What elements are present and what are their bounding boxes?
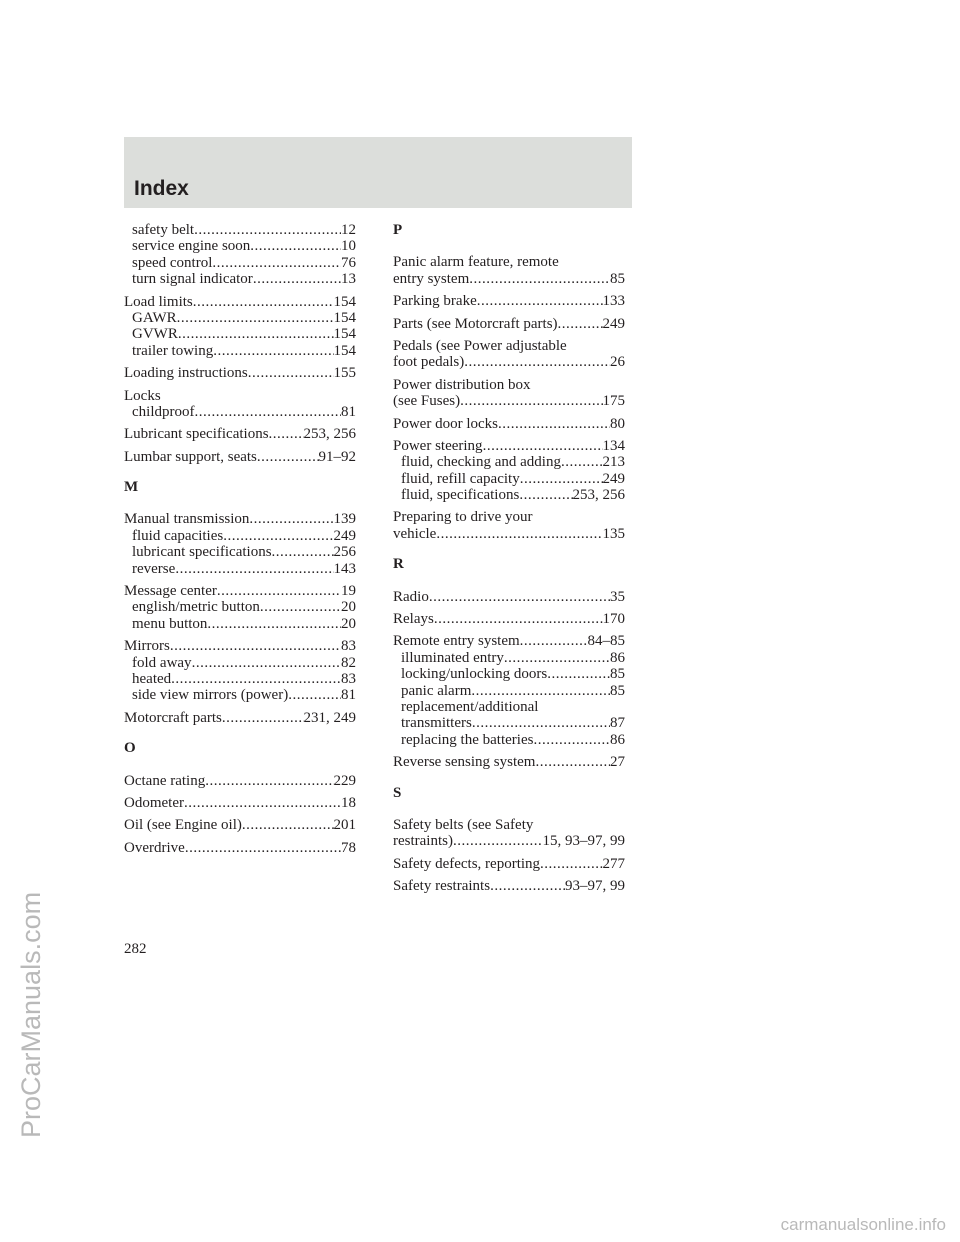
index-line: [393, 589, 625, 605]
entry-page: 249: [602, 315, 625, 332]
entry-page: 231, 249: [303, 709, 356, 726]
index-entry: [124, 365, 356, 381]
entry-page: 154: [333, 309, 356, 326]
entry-page: 80: [610, 415, 625, 432]
index-line: [393, 271, 625, 287]
index-subentry: [393, 454, 625, 470]
entry-text: Odometer: [124, 794, 184, 811]
index-subentry: [393, 666, 625, 682]
dot-leader: [205, 773, 333, 789]
entry-page: 86: [610, 649, 625, 666]
entry-text: Remote entry system: [393, 633, 520, 650]
entry-text: Octane rating: [124, 772, 206, 789]
entry-page: 18: [341, 794, 356, 811]
entry-page: 82: [341, 654, 356, 671]
index-line: [124, 511, 356, 527]
dot-leader: [170, 638, 341, 654]
index-entry: [393, 589, 625, 605]
entry-page: 134: [602, 437, 625, 454]
entry-page: 19: [341, 583, 356, 600]
index-entry: [393, 856, 625, 872]
section-letter: P: [393, 222, 403, 238]
dot-leader: [242, 817, 334, 833]
index-entry: [393, 338, 625, 371]
entry-page: 213: [602, 454, 625, 471]
index-entry: [124, 817, 356, 833]
dot-leader: [490, 878, 565, 894]
watermark-procarmanuals: ProCarManuals.com: [16, 891, 46, 1138]
entry-page: 83: [341, 638, 356, 655]
dot-leader: [253, 271, 341, 287]
index-line: [124, 710, 356, 726]
entry-page: 85: [610, 270, 625, 287]
entry-text: Mirrors: [124, 638, 170, 655]
index-entry: [124, 511, 356, 577]
dot-leader: [194, 404, 341, 420]
index-line: [393, 354, 625, 370]
index-subentry: [393, 699, 625, 715]
entry-text: Motorcraft parts: [124, 709, 222, 726]
entry-text: Safety defects, reporting: [393, 855, 541, 872]
section-letter: O: [124, 740, 136, 757]
index-line: [124, 583, 356, 599]
dot-leader: [288, 687, 341, 703]
dot-leader: [464, 354, 610, 370]
entry-text: side view mirrors (power): [132, 687, 289, 704]
dot-leader: [535, 754, 610, 770]
entry-text: service engine soon: [132, 238, 251, 255]
entry-page: 85: [610, 682, 625, 699]
dot-leader: [249, 511, 333, 527]
entry-page: 76: [341, 254, 356, 271]
dot-leader: [558, 316, 603, 332]
dot-leader: [547, 666, 610, 682]
entry-text: fluid capacities: [132, 527, 224, 544]
entry-text: menu button: [132, 615, 208, 632]
entry-page: 20: [341, 599, 356, 616]
index-entry: [124, 795, 356, 811]
entry-page: 12: [341, 222, 356, 238]
entry-text: fluid, specifications: [401, 487, 520, 504]
index-line: [393, 754, 625, 770]
entry-text: Parts (see Motorcraft parts): [393, 315, 558, 332]
dot-leader: [260, 599, 341, 615]
index-line: [124, 840, 356, 856]
index-subentry: [124, 544, 356, 560]
index-line: [393, 611, 625, 627]
index-subentry: [124, 255, 356, 271]
entry-page: 10: [341, 238, 356, 255]
entry-text: safety belt: [132, 222, 195, 238]
entry-text: GAWR: [132, 309, 177, 326]
dot-leader: [434, 611, 603, 627]
page-number: 282: [124, 941, 147, 957]
index-subentry: [124, 326, 356, 342]
index-entry: [124, 388, 356, 421]
index-subentry: [124, 599, 356, 615]
entry-page: 154: [333, 326, 356, 343]
dot-leader: [472, 715, 610, 731]
entry-page: 249: [602, 470, 625, 487]
entry-page: 87: [610, 715, 625, 732]
index-entry: [124, 294, 356, 360]
watermark-carmanualsonline: carmanualsonline.info: [780, 1215, 946, 1234]
entry-text: reverse: [132, 560, 176, 577]
index-line: [393, 438, 625, 454]
entry-text: fluid, refill capacity: [401, 470, 520, 487]
entry-page: 20: [341, 615, 356, 632]
dot-leader: [269, 426, 304, 442]
dot-leader: [177, 310, 334, 326]
index-line: [393, 316, 625, 332]
entry-text: Reverse sensing system: [393, 754, 536, 771]
dot-leader: [533, 732, 610, 748]
index-line: [393, 254, 625, 270]
index-line: [124, 449, 356, 465]
index-subentry: [124, 616, 356, 632]
entry-text: Lumbar support, seats: [124, 448, 257, 465]
index-entry: [393, 377, 625, 410]
dot-leader: [471, 683, 610, 699]
dot-leader: [250, 238, 341, 254]
entry-page: 201: [333, 817, 356, 834]
index-entry: [393, 878, 625, 894]
entry-page: 81: [341, 403, 356, 420]
entry-page: 78: [341, 839, 356, 856]
index-line: [393, 338, 625, 354]
index-entry: [393, 254, 625, 287]
entry-text: Relays: [393, 611, 434, 628]
dot-leader: [217, 583, 341, 599]
index-entry: [124, 638, 356, 704]
entry-page: 93–97, 99: [565, 878, 625, 895]
dot-leader: [171, 671, 341, 687]
index-subentry: [124, 687, 356, 703]
entry-text: replacing the batteries: [401, 731, 534, 748]
index-line: [393, 833, 625, 849]
entry-page: 155: [333, 365, 356, 382]
index-subentry: [393, 487, 625, 503]
index-line: [124, 773, 356, 789]
index-line: [393, 377, 625, 393]
entry-text: GVWR: [132, 326, 178, 343]
dot-leader: [248, 365, 334, 381]
entry-text: restraints): [393, 833, 453, 850]
index-line: [393, 416, 625, 432]
dot-leader: [498, 416, 610, 432]
entry-page: 133: [602, 293, 625, 310]
entry-text: fluid, checking and adding: [401, 454, 561, 471]
dot-leader: [561, 454, 603, 470]
dot-leader: [178, 326, 334, 342]
index-line: [124, 638, 356, 654]
index-subentry: [124, 528, 356, 544]
entry-page: 249: [333, 527, 356, 544]
entry-page: 253, 256: [572, 487, 625, 504]
entry-page: 81: [341, 687, 356, 704]
dot-leader: [194, 222, 341, 238]
entry-text: Lubricant specifications: [124, 426, 269, 443]
entry-page: 170: [602, 611, 625, 628]
entry-page: 85: [610, 666, 625, 683]
index-line: [124, 795, 356, 811]
entry-text: speed control: [132, 254, 213, 271]
entry-text: vehicle: [393, 525, 437, 542]
dot-leader: [520, 633, 588, 649]
index-entry: [393, 438, 625, 504]
index-line: [124, 426, 356, 442]
dot-leader: [223, 528, 333, 544]
entry-text: illuminated entry: [401, 649, 504, 666]
entry-text: transmitters: [401, 715, 472, 732]
index-line: [124, 294, 356, 310]
index-line: [393, 856, 625, 872]
index-entry: [393, 611, 625, 627]
entry-page: 229: [333, 772, 356, 789]
entry-text: heated: [132, 670, 172, 687]
index-subentry: [124, 271, 356, 287]
entry-page: 135: [602, 525, 625, 542]
dot-leader: [193, 294, 334, 310]
entry-text: fold away: [132, 654, 192, 671]
page-title: Index: [134, 177, 189, 200]
dot-leader: [212, 255, 341, 271]
index-line: [393, 293, 625, 309]
index-column-left: [124, 222, 356, 862]
section-letter: R: [393, 556, 404, 573]
index-line: [393, 526, 625, 542]
index-subentry: [124, 671, 356, 687]
index-subentry: [124, 404, 356, 420]
entry-page: 86: [610, 731, 625, 748]
dot-leader: [185, 840, 341, 856]
entry-page: 277: [602, 855, 625, 872]
index-entry: [124, 426, 356, 442]
dot-leader: [184, 795, 341, 811]
entry-page: 256: [333, 544, 356, 561]
dot-leader: [257, 449, 319, 465]
entry-text: lubricant specifications: [132, 544, 272, 561]
index-entry: [124, 773, 356, 789]
entry-text: panic alarm: [401, 682, 472, 699]
entry-page: 154: [333, 293, 356, 310]
index-subentry: [124, 343, 356, 359]
entry-page: 154: [333, 342, 356, 359]
index-column-right: [393, 222, 625, 901]
index-line: [393, 878, 625, 894]
index-line: [393, 393, 625, 409]
index-subentry: [393, 732, 625, 748]
index-entry: [124, 449, 356, 465]
entry-text: Preparing to drive your: [393, 509, 533, 526]
dot-leader: [429, 589, 610, 605]
entry-text: turn signal indicator: [132, 271, 253, 288]
index-entry: [393, 316, 625, 332]
entry-text: childproof: [132, 403, 195, 420]
dot-leader: [222, 710, 304, 726]
dot-leader: [520, 471, 603, 487]
entry-text: english/metric button: [132, 599, 260, 616]
entry-text: Locks: [124, 387, 161, 404]
index-subentry: [124, 561, 356, 577]
entry-text: Overdrive: [124, 839, 185, 856]
index-subentry: [393, 650, 625, 666]
entry-page: 26: [610, 354, 625, 371]
dot-leader: [540, 856, 602, 872]
index-subentry: [393, 471, 625, 487]
index-entry: [124, 710, 356, 726]
dot-leader: [469, 271, 610, 287]
dot-leader: [477, 293, 603, 309]
dot-leader: [207, 616, 341, 632]
entry-text: Loading instructions: [124, 365, 248, 382]
entry-text: Oil (see Engine oil): [124, 817, 242, 834]
dot-leader: [213, 343, 333, 359]
dot-leader: [175, 561, 333, 577]
index-entry: [393, 817, 625, 850]
entry-text: Power distribution box: [393, 376, 531, 393]
entry-text: Power steering: [393, 437, 483, 454]
entry-text: trailer towing: [132, 342, 214, 359]
dot-leader: [460, 393, 602, 409]
index-line: [393, 509, 625, 525]
entry-text: Message center: [124, 583, 217, 600]
entry-text: Panic alarm feature, remote: [393, 254, 559, 271]
index-entry: [124, 840, 356, 856]
entry-page: 83: [341, 670, 356, 687]
entry-page: 27: [610, 754, 625, 771]
entry-page: 15, 93–97, 99: [542, 833, 625, 850]
index-entry: [393, 509, 625, 542]
index-subentry: [124, 222, 356, 238]
index-subentry: [393, 715, 625, 731]
entry-text: Pedals (see Power adjustable: [393, 337, 567, 354]
index-entry: [124, 222, 356, 288]
entry-text: Radio: [393, 588, 429, 605]
entry-page: 139: [333, 511, 356, 528]
entry-page: 175: [602, 393, 625, 410]
entry-text: replacement/additional: [401, 698, 539, 715]
entry-text: Safety restraints: [393, 878, 491, 895]
index-subentry: [124, 238, 356, 254]
index-entry: [393, 416, 625, 432]
entry-text: Parking brake: [393, 293, 477, 310]
entry-page: 84–85: [587, 633, 625, 650]
dot-leader: [504, 650, 610, 666]
section-letter: S: [393, 784, 402, 801]
index-entry: [124, 583, 356, 632]
index-subentry: [124, 655, 356, 671]
entry-text: Power door locks: [393, 415, 498, 432]
entry-page: 35: [610, 588, 625, 605]
entry-text: Safety belts (see Safety: [393, 816, 534, 833]
entry-page: 13: [341, 271, 356, 288]
entry-page: 91–92: [318, 448, 356, 465]
index-entry: [393, 293, 625, 309]
index-line: [393, 817, 625, 833]
dot-leader: [192, 655, 341, 671]
entry-text: Load limits: [124, 293, 193, 310]
dot-leader: [483, 438, 603, 454]
dot-leader: [436, 526, 602, 542]
index-subentry: [393, 683, 625, 699]
entry-text: entry system: [393, 270, 470, 287]
header-band: [124, 137, 632, 208]
section-letter: M: [124, 479, 139, 496]
entry-page: 143: [333, 560, 356, 577]
index-line: [393, 633, 625, 649]
entry-text: Manual transmission: [124, 511, 250, 528]
index-line: [124, 817, 356, 833]
index-subentry: [124, 310, 356, 326]
dot-leader: [519, 487, 572, 503]
dot-leader: [272, 544, 334, 560]
entry-text: foot pedals): [393, 354, 465, 371]
dot-leader: [453, 833, 543, 849]
index-line: [124, 365, 356, 381]
index-entry: [393, 633, 625, 748]
entry-page: 253, 256: [303, 426, 356, 443]
entry-text: locking/unlocking doors: [401, 666, 548, 683]
entry-text: (see Fuses): [393, 393, 461, 410]
index-entry: [393, 754, 625, 770]
index-line: [124, 388, 356, 404]
